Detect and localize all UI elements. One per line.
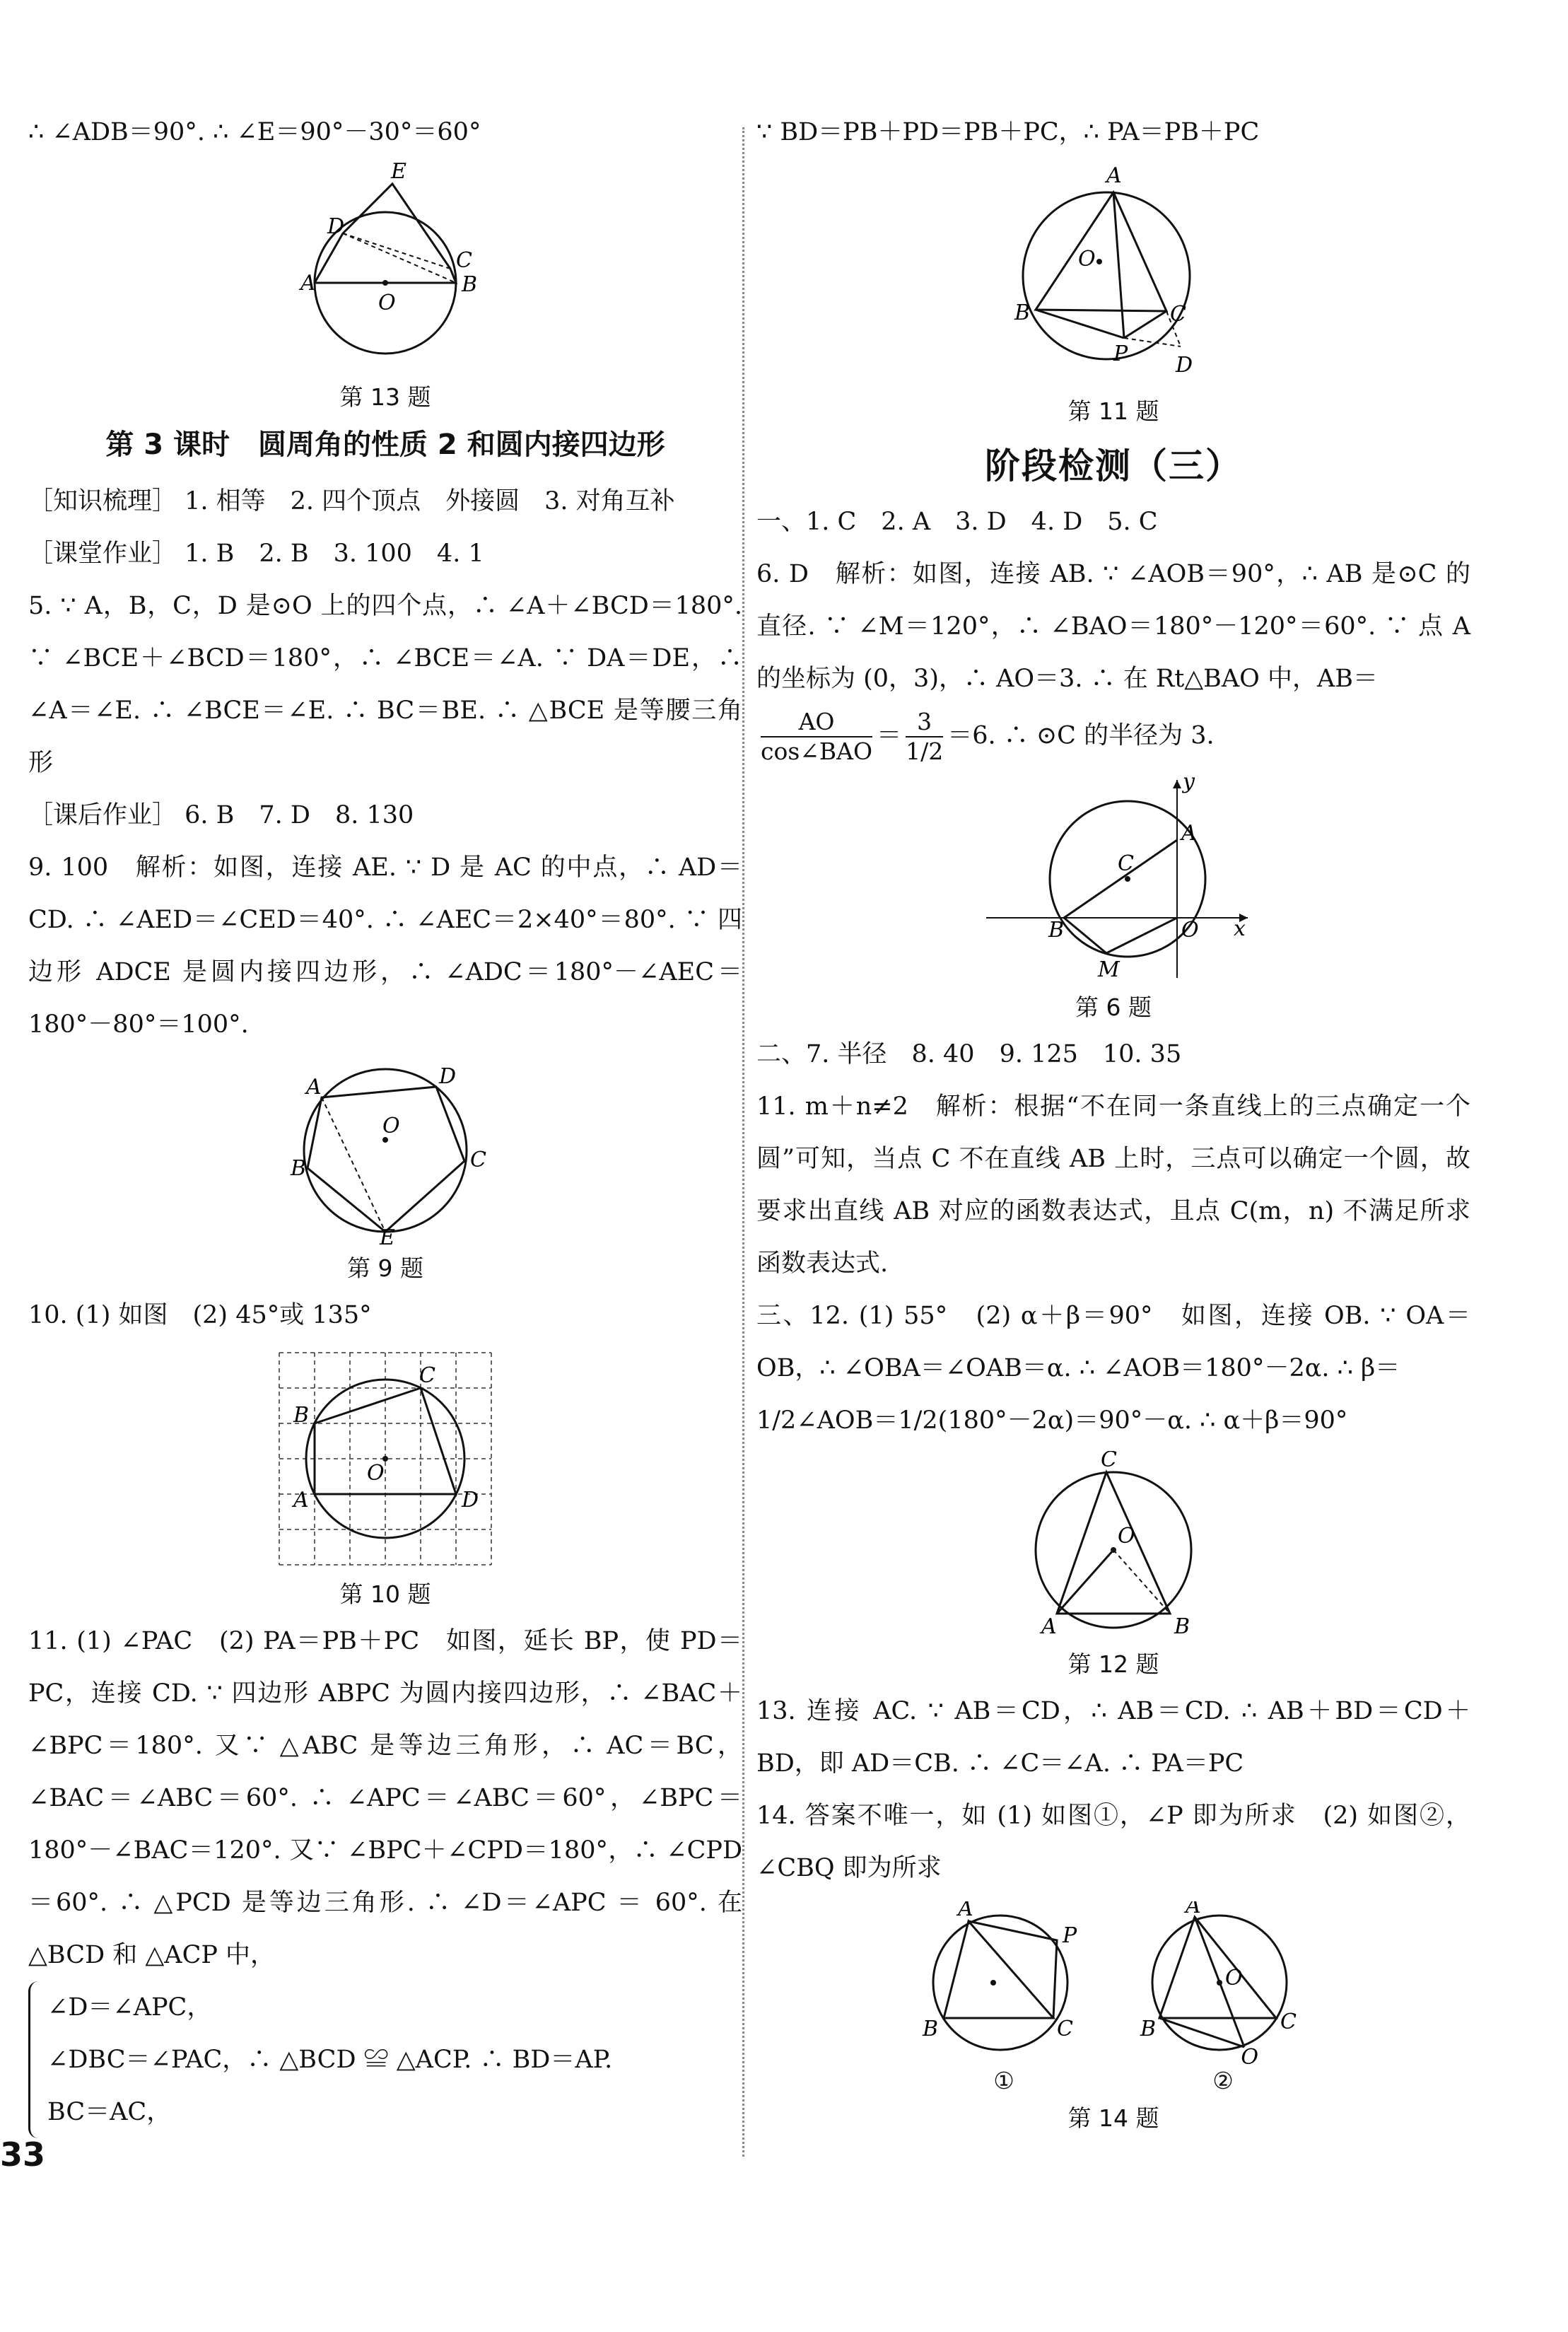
svg-text:A: A (958, 1901, 973, 1921)
figure-14-sub-2: ② (1212, 2067, 1234, 2094)
svg-text:O: O (1118, 1524, 1135, 1549)
question-11: 11. (1) ∠PAC (2) PA＝PB＋PC 如图，延长 BP，使 PD＝PC，连接 CD. ∵ 四边形 ABPC 为圆内接四边形，∴ ∠BAC＋∠BPC＝180°. 又∵ △ABC 是等边三角形，∴ AC＝BC，∠BAC＝∠ABC＝60°. ∴ ∠APC＝∠ABC＝60°，∠BPC＝180°－∠BAC＝120°. 又∵ ∠BPC＋∠CPD＝180°，∴ ∠CPD＝60°. ∴ △PCD 是等边三角形. ∴ ∠D＝∠APC ＝ 60°. 在 △BCD 和 △ACP 中， (28, 1627, 742, 1969)
svg-text:B: B (291, 1156, 307, 1181)
system-line-1: ∠D＝∠APC， (47, 1993, 212, 2022)
svg-text:C: C (1118, 851, 1134, 876)
figure-12 (1022, 1451, 1205, 1642)
stage-test-title: 阶段检测（三） (985, 445, 1242, 486)
homework: ［课后作业］ 6. B 7. D 8. 130 (28, 801, 414, 829)
q8-conclusion: ∴ ∠ADB＝90°. ∴ ∠E＝90°－30°＝60° (28, 118, 481, 146)
svg-text:A: A (1106, 163, 1122, 188)
question-11-right: 11. m＋n≠2 解析：根据“不在同一条直线上的三点确定一个圆”可知，当点 C 不在直线 AB 上时，三点可以确定一个圆，故要求出直线 AB 对应的函数表达式，且点 C(m，n) 不满足所求函数表达式. (756, 1092, 1470, 1278)
svg-text:O: O (382, 1114, 400, 1138)
column-divider (742, 127, 744, 2157)
svg-text:C: C (419, 1363, 435, 1388)
system-line-3: BC＝AC， (47, 2098, 172, 2126)
svg-text:M: M (1098, 957, 1120, 982)
question-10: 10. (1) 如图 (2) 45°或 135° (28, 1301, 372, 1329)
svg-text:C: C (1101, 1451, 1117, 1472)
figure-6-caption: 第 6 题 (1075, 993, 1152, 1021)
figure-9 (279, 1055, 491, 1246)
svg-text:D: D (1176, 353, 1193, 378)
question-6-formula: $\frac{AO}{\text{cos∠BAO}}$ ＝ $\frac{3}{1/2}$ ＝6. ∴ ⊙C 的半径为 3. (761, 708, 1215, 765)
svg-text:P: P (1063, 1923, 1077, 1948)
svg-text:E: E (391, 163, 406, 184)
svg-text:B: B (1140, 2017, 1157, 2041)
equation-system (28, 1981, 742, 2138)
figure-14-sub-1: ① (993, 2067, 1014, 2094)
class-work: ［课堂作业］ 1. B 2. B 3. 100 4. 1 (28, 540, 484, 568)
question-12-tail: 1/2∠AOB＝1/2(180°－2α)＝90°－α. ∴ α＋β＝90° (756, 1406, 1348, 1435)
knowledge-review: ［知识梳理］ 1. 相等 2. 四个顶点 外接圆 3. 对角互补 (28, 487, 675, 515)
figure-12-caption: 第 12 题 (1067, 1650, 1159, 1678)
svg-text:A: A (293, 1488, 309, 1512)
svg-text:A: A (306, 1075, 322, 1100)
figure-10 (272, 1346, 498, 1572)
svg-text:B: B (1048, 918, 1065, 943)
svg-text:C: C (470, 1148, 486, 1172)
fraction-three-half: $\frac{3}{1/2}$ (906, 708, 944, 765)
system-line-2: ∠DBC＝∠PAC，∴ △BCD ≌ △ACP. ∴ BD＝AP. (47, 2046, 613, 2074)
svg-text:O: O (1181, 918, 1199, 943)
figure-11-caption: 第 11 题 (1067, 397, 1159, 425)
svg-text:C: C (1170, 302, 1186, 327)
question-9: 9. 100 解析：如图，连接 AE. ∵ D 是 AC 的中点，∴ AD＝CD. ∴ ∠AED＝∠CED＝40°. ∴ ∠AEC＝2×40°＝80°. ∵ 四边形 ADCE 是圆内接四边形，∴ ∠ADC＝180°－∠AEC＝180°－80°＝100°. (28, 853, 742, 1039)
svg-text:B: B (923, 2017, 939, 2041)
figure-14-part-1 (915, 1901, 1092, 2100)
figure-13 (286, 163, 484, 375)
svg-text:O: O (1078, 247, 1096, 272)
question-6: 6. D 解析：如图，连接 AB. ∵ ∠AOB＝90°，∴ AB 是⊙C 的直径. ∵ ∠M＝120°，∴ ∠BAO＝180°－120°＝60°. ∵ 点 A 的坐标为 (0，3)，∴ AO＝3. ∴ 在 Rt△BAO 中，AB＝ (756, 560, 1470, 693)
svg-text:C: C (1280, 2010, 1297, 2034)
svg-text:A: A (300, 271, 316, 296)
svg-text:O: O (378, 291, 396, 315)
left-column (28, 106, 742, 2138)
part-two-answers: 二、7. 半径 8. 40 9. 125 10. 35 (756, 1040, 1182, 1068)
question-5: 5. ∵ A，B，C，D 是⊙O 上的四个点，∴ ∠A＋∠BCD＝180°. ∵ ∠BCE＋∠BCD＝180°，∴ ∠BCE＝∠A. ∵ DA＝DE，∴ ∠A＝∠E. ∴ ∠BCE＝∠E. ∴ BC＝BE. ∴ △BCE 是等腰三角形 (28, 592, 742, 777)
svg-text:C: C (1057, 2017, 1073, 2041)
svg-text:O: O (1225, 1966, 1243, 1990)
question-12: 三、12. (1) 55° (2) α＋β＝90° 如图，连接 OB. ∵ OA＝OB，∴ ∠OBA＝∠OAB＝α. ∴ ∠AOB＝180°－2α. ∴ β＝ (756, 1302, 1470, 1382)
svg-text:y: y (1183, 773, 1195, 794)
svg-text:B: B (293, 1403, 310, 1428)
figure-10-caption: 第 10 题 (339, 1580, 431, 1608)
figure-14 (756, 1901, 1470, 2100)
svg-text:O: O (367, 1461, 385, 1486)
figure-13-caption: 第 13 题 (339, 383, 431, 411)
svg-text:D: D (327, 214, 345, 239)
svg-text:B: B (1014, 301, 1031, 325)
svg-text:Q: Q (1241, 2045, 1258, 2064)
figure-11 (1007, 163, 1219, 389)
figure-9-caption: 第 9 题 (347, 1254, 423, 1282)
svg-text:A: A (1186, 1901, 1201, 1918)
svg-text:D: D (462, 1488, 479, 1512)
question-14: 14. 答案不唯一，如 (1) 如图①，∠P 即为所求 (2) 如图②，∠CBQ 即为所求 (756, 1802, 1470, 1882)
svg-text:A: A (1041, 1614, 1057, 1639)
section-title: 第 3 课时 圆周角的性质 2 和圆内接四边形 (105, 428, 665, 461)
fraction-ao-cos: $\frac{AO}{\text{cos∠BAO}}$ (761, 708, 873, 765)
right-column (756, 106, 1470, 2139)
figure-6 (972, 773, 1255, 985)
svg-text:C: C (456, 248, 472, 273)
figure-14-part-2 (1135, 1901, 1311, 2100)
svg-text:A: A (1181, 821, 1197, 846)
page-number: 33 (0, 2135, 46, 2174)
svg-text:x: x (1234, 916, 1246, 941)
svg-text:B: B (462, 272, 478, 297)
q11-conclusion: ∵ BD＝PB＋PD＝PB＋PC，∴ PA＝PB＋PC (756, 118, 1260, 146)
svg-text:P: P (1113, 342, 1128, 366)
svg-text:E: E (380, 1225, 395, 1246)
part-one-answers: 一、1. C 2. A 3. D 4. D 5. C (756, 508, 1158, 536)
svg-text:B: B (1174, 1614, 1190, 1639)
svg-text:D: D (439, 1064, 457, 1089)
figure-14-caption: 第 14 题 (1067, 2104, 1159, 2132)
question-13: 13. 连接 AC. ∵ AB＝CD，∴ AB＝CD. ∴ AB＋BD＝CD＋BD，即 AD＝CB. ∴ ∠C＝∠A. ∴ PA＝PC (756, 1697, 1470, 1778)
